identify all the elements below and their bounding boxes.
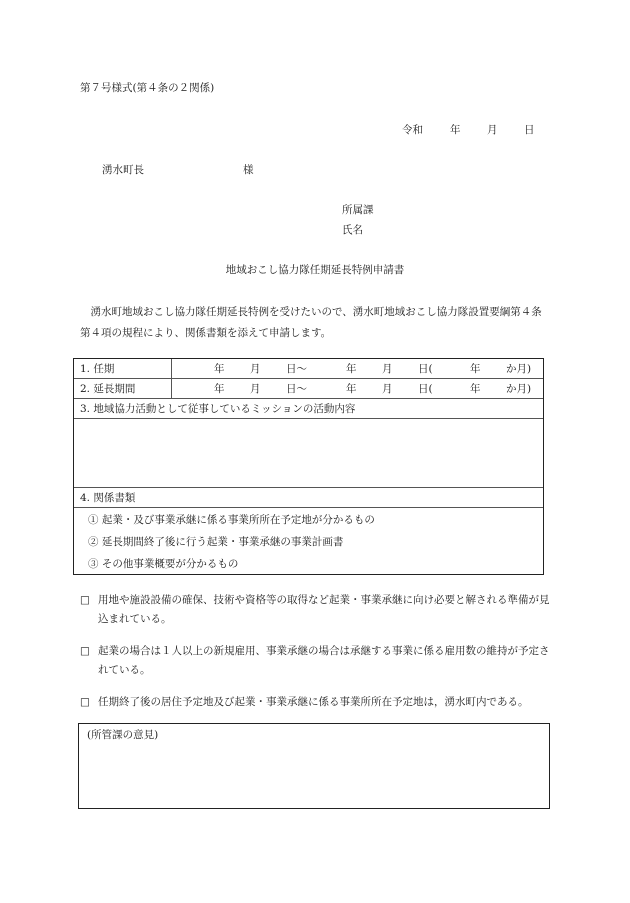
term-duration-months: か月): [506, 363, 532, 375]
term-end-month: 月: [382, 363, 393, 375]
department-opinion-box[interactable]: [78, 723, 550, 809]
term-end-day: 日(: [418, 363, 433, 375]
intro-paragraph: 湧水町地域おこし協力隊任期延長特例を受けたいので、湧水町地域おこし協力隊設置要綱第４条第４項の規程により、関係書類を添えて申請します。: [80, 306, 542, 339]
documents-header: 4. 関係書類: [74, 488, 543, 508]
date-day: 日: [524, 124, 535, 136]
extension-row: [74, 379, 543, 399]
checklist-item: [80, 591, 550, 629]
checklist-text: 起業の場合は１人以上の新規雇用、事業承継の場合は承継する事業に係る雇用数の維持が予定されている。: [98, 645, 550, 676]
term-duration-years: 年: [470, 363, 481, 375]
activity-content-field[interactable]: [74, 419, 543, 488]
checklist-text: 任期終了後の居住予定地及び起業・事業承継に係る事業所所在予定地は，湧水町内である。: [98, 696, 529, 708]
checklist-text: 用地や施設設備の確保、技術や資格等の取得など起業・事業承継に向け必要と解される準備が見込まれている。: [98, 594, 550, 625]
form-number: 第７号様式(第４条の２関係): [80, 82, 215, 94]
term-end-year: 年: [346, 363, 357, 375]
checklist-item: [80, 693, 550, 712]
application-table: [73, 358, 544, 575]
extension-duration-years: 年: [470, 383, 481, 395]
activity-header: 3. 地域協力活動として従事しているミッションの活動内容: [74, 399, 543, 419]
document-item: ② 延長期間終了後に行う起業・事業承継の事業計画書: [88, 535, 344, 548]
extension-start-day: 日～: [286, 383, 307, 395]
date-month: 月: [487, 124, 498, 136]
term-period[interactable]: [172, 361, 543, 376]
date-era: 令和: [402, 124, 423, 136]
date-year: 年: [450, 124, 461, 136]
term-start-month: 月: [250, 363, 261, 375]
document-title: 地域おこし協力隊任期延長特例申請書: [225, 264, 405, 276]
date-line: [402, 124, 535, 137]
term-label: 1. 任期: [74, 359, 172, 378]
term-row: [74, 359, 543, 379]
extension-start-month: 月: [250, 383, 261, 395]
department-opinion-label: (所管課の意見): [87, 729, 159, 741]
extension-end-month: 月: [382, 383, 393, 395]
extension-end-year: 年: [346, 383, 357, 395]
document-item: ③ その他事業概要が分かるもの: [88, 557, 239, 570]
extension-label: 2. 延長期間: [74, 379, 172, 398]
extension-duration-months: か月): [506, 383, 532, 395]
addressee-suffix: 様: [243, 164, 254, 176]
checkbox[interactable]: □: [80, 594, 90, 606]
addressee: 湧水町長: [102, 164, 144, 176]
checklist-item: [80, 642, 550, 680]
term-start-year: 年: [214, 363, 225, 375]
extension-start-year: 年: [214, 383, 225, 395]
applicant-department-label: 所属課: [342, 204, 374, 216]
checkbox[interactable]: □: [80, 645, 90, 657]
applicant-name-label: 氏名: [342, 224, 363, 236]
term-start-day: 日～: [286, 363, 307, 375]
document-item: ① 起業・及び事業承継に係る事業所所在予定地が分かるもの: [88, 513, 375, 526]
extension-period[interactable]: [172, 381, 543, 396]
checkbox[interactable]: □: [80, 696, 90, 708]
extension-end-day: 日(: [418, 383, 433, 395]
